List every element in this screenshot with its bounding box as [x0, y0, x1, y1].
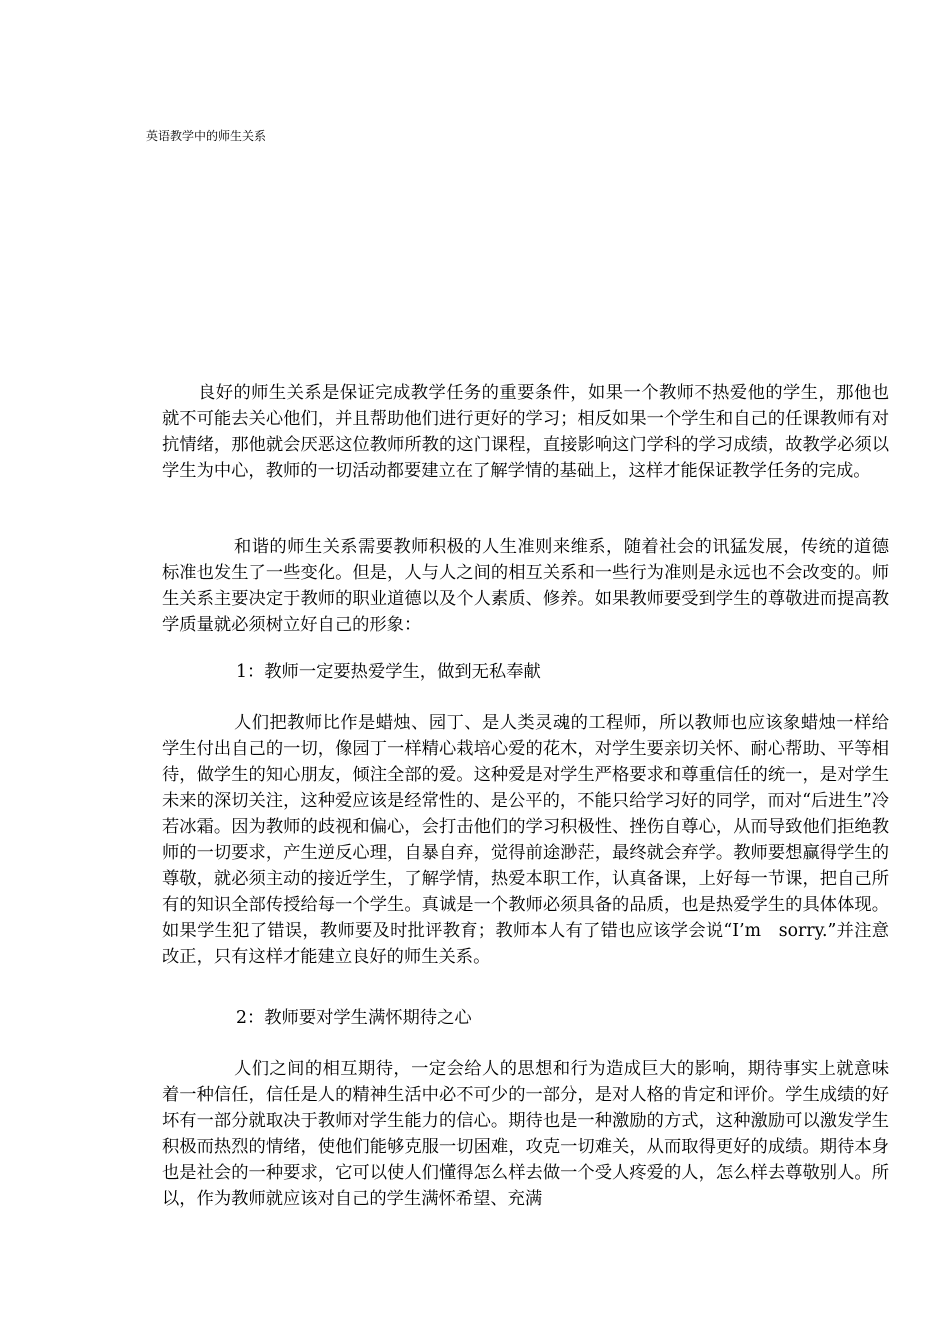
paragraph-harmonious-relationship: 和谐的师生关系需要教师积极的人生准则来维系，随着社会的讯猛发展，传统的道德标准也发生了一些变化。但是，人与人之间的相互关系和一些行为准则是永远也不会改变的。师生关系主要决定于教师的职业道德以及个人素质、修养。如果教师要受到学生的尊敬进而提高教学质量就必须树立好自己的形象：: [162, 537, 889, 635]
section-heading-love-students: 1：教师一定要热爱学生，做到无私奉献: [236, 662, 541, 682]
paragraph-mutual-expectation: 人们之间的相互期待，一定会给人的思想和行为造成巨大的影响，期待事实上就意味着一种信任，信任是人的精神生活中必不可少的一部分，是对人格的肯定和评价。学生成绩的好坏有一部分就取决于教师对学生能力的信心。期待也是一种激励的方式，这种激励可以激发学生积极而热烈的情绪，使他们能够克服一切困难，攻克一切难关，从而取得更好的成绩。期待本身也是社会的一种要求，它可以使人们懂得怎么样去做一个受人疼爱的人，怎么样去尊敬别人。所以，作为教师就应该对自己的学生满怀希望、充满: [162, 1059, 889, 1209]
section-heading-expectations: 2：教师要对学生满怀期待之心: [236, 1008, 472, 1028]
paragraph-teacher-as-candle: 人们把教师比作是蜡烛、园丁、是人类灵魂的工程师，所以教师也应该象蜡烛一样给学生付出自己的一切，像园丁一样精心栽培心爱的花木，对学生要亲切关怀、耐心帮助、平等相待，做学生的知心朋友，倾注全部的爱。这种爱是对学生严格要求和尊重信任的统一，是对学生未来的深切关注，这种爱应该是经常性的、是公平的，不能只给学习好的同学，而对“后进生”冷若冰霜。因为教师的歧视和偏心，会打击他们的学习积极性、挫伤自尊心，从而导致他们拒绝教师的一切要求，产生逆反心理，自暴自弃，觉得前途渺茫，最终就会弃学。教师要想赢得学生的尊敬，就必须主动的接近学生，了解学情，热爱本职工作，认真备课，上好每一节课，把自己所有的知识全部传授给每一个学生。真诚是一个教师必须具备的品质，也是热爱学生的具体体现。如果学生犯了错误，教师要及时批评教育；教师本人有了错也应该学会说“I’m sorry.”并注意改正，只有这样才能建立良好的师生关系。: [162, 713, 889, 967]
paragraph-teacher-student-relationship: 良好的师生关系是保证完成教学任务的重要条件，如果一个教师不热爱他的学生，那他也就不可能去关心他们，并且帮助他们进行更好的学习；相反如果一个学生和自己的任课教师有对抗情绪，那他就会厌恶这位教师所教的这门课程，直接影响这门学科的学习成绩，故教学必须以学生为中心，教师的一切活动都要建立在了解学情的基础上，这样才能保证教学任务的完成。: [162, 383, 889, 481]
document-title: 英语教学中的师生关系: [146, 129, 267, 143]
